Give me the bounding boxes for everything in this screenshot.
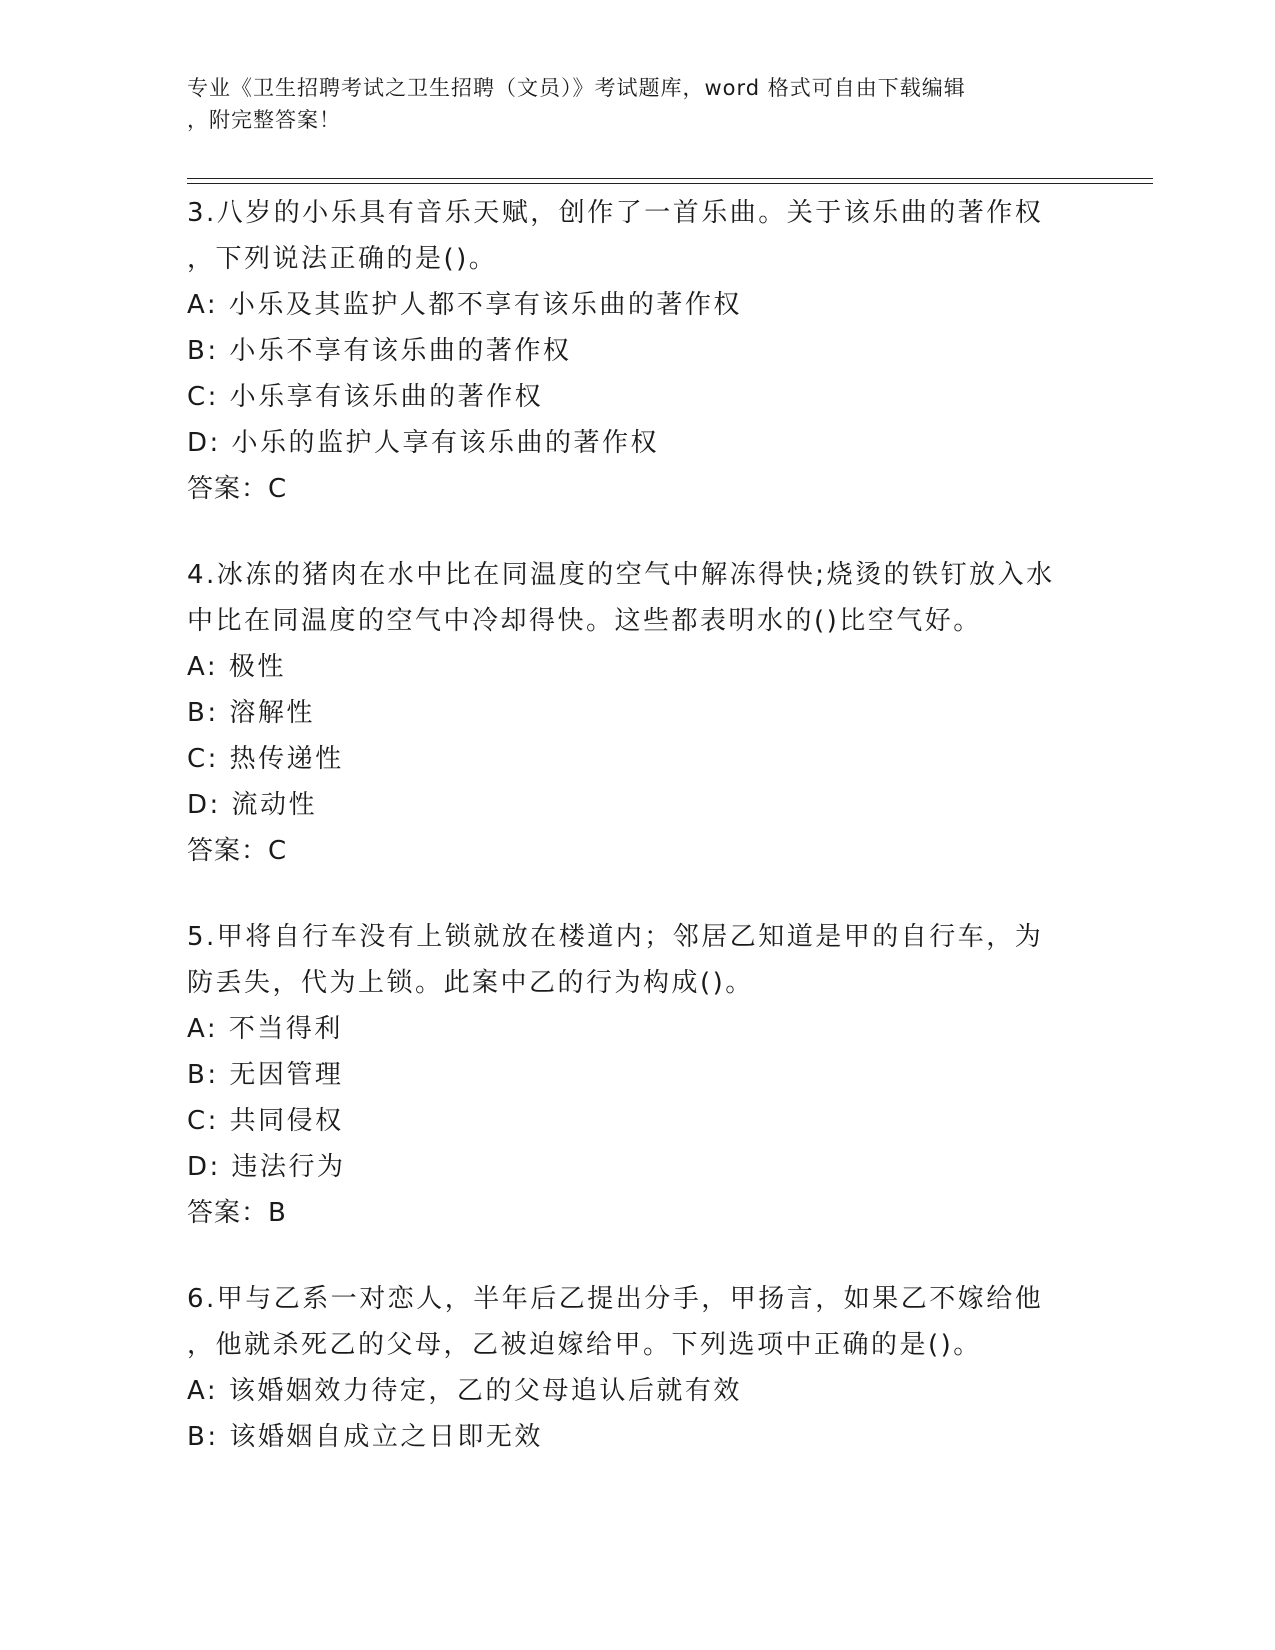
option-a: A: 该婚姻效力待定，乙的父母追认后就有效: [187, 1376, 742, 1406]
option-c: C: 热传递性: [187, 744, 344, 774]
option-a: A: 小乐及其监护人都不享有该乐曲的著作权: [187, 290, 742, 320]
question-stem-line: 5.甲将自行车没有上锁就放在楼道内；邻居乙知道是甲的自行车，为: [187, 922, 1044, 952]
header-line-1: 专业《卫生招聘考试之卫生招聘（文员）》考试题库，word 格式可自由下载编辑: [187, 76, 966, 100]
option-d: D: 小乐的监护人享有该乐曲的著作权: [187, 428, 660, 458]
answer-line: 答案：C: [187, 474, 288, 504]
answer-line: 答案：B: [187, 1198, 287, 1228]
question-stem-line: ，他就杀死乙的父母，乙被迫嫁给甲。下列选项中正确的是()。: [187, 1330, 982, 1360]
option-b: B: 无因管理: [187, 1060, 344, 1090]
answer-line: 答案：C: [187, 836, 288, 866]
question-stem-line: 4.冰冻的猪肉在水中比在同温度的空气中解冻得快;烧烫的铁钉放入水: [187, 560, 1055, 590]
header-divider-bottom: [187, 183, 1153, 184]
option-b: B: 溶解性: [187, 698, 315, 728]
question-list: [187, 190, 1107, 1500]
question-5: [187, 914, 1107, 1236]
option-d: D: 违法行为: [187, 1152, 346, 1182]
option-c: C: 共同侵权: [187, 1106, 344, 1136]
question-stem-line: 防丢失，代为上锁。此案中乙的行为构成()。: [187, 968, 754, 998]
header-line-2: ，附完整答案！: [187, 108, 341, 132]
option-d: D: 流动性: [187, 790, 318, 820]
question-stem-line: 6.甲与乙系一对恋人，半年后乙提出分手，甲扬言，如果乙不嫁给他: [187, 1284, 1044, 1314]
question-stem-line: 3.八岁的小乐具有音乐天赋，创作了一首乐曲。关于该乐曲的著作权: [187, 198, 1044, 228]
option-a: A: 极性: [187, 652, 286, 682]
document-header: [187, 72, 1087, 136]
question-stem-line: 中比在同温度的空气中冷却得快。这些都表明水的()比空气好。: [187, 606, 982, 636]
question-4: [187, 552, 1107, 874]
question-6: [187, 1276, 1107, 1460]
option-b: B: 小乐不享有该乐曲的著作权: [187, 336, 572, 366]
question-stem-line: ，下列说法正确的是()。: [187, 244, 498, 274]
header-divider-top: [187, 178, 1153, 179]
option-c: C: 小乐享有该乐曲的著作权: [187, 382, 544, 412]
option-a: A: 不当得利: [187, 1014, 343, 1044]
question-3: [187, 190, 1107, 512]
option-b: B: 该婚姻自成立之日即无效: [187, 1422, 543, 1452]
